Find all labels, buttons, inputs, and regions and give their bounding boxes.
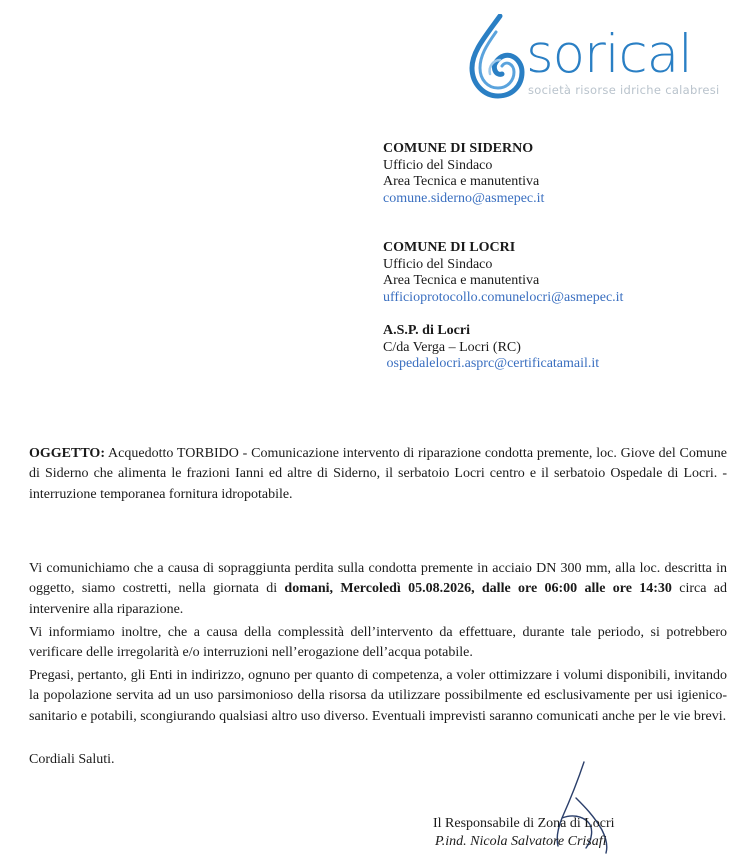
body-text: Vi comunichiamo che a causa di sopraggiunta perdita sulla condotta premente in acciaio DN 300 mm, alla loc. descritta in oggetto, siamo costretti, nella giornata di bbox=[29, 561, 727, 597]
body-text: Vi informiamo inoltre, che a causa della complessità dell’intervento da effettuare, durante tale periodo, si potrebbero verificare delle irregolarità e/o interruzioni nell’erogazione dell’acqua potabile. bbox=[29, 625, 727, 661]
recipient-name: COMUNE DI LOCRI bbox=[383, 240, 516, 255]
recipient-block-asp bbox=[383, 323, 599, 373]
signatory-role: Il Responsabile di Zona di Locri bbox=[433, 816, 615, 831]
recipient-line: Area Tecnica e manutentiva bbox=[383, 174, 540, 190]
sorical-logo bbox=[466, 14, 736, 100]
recipient-name: COMUNE DI SIDERNO bbox=[383, 141, 534, 156]
body-paragraph-1 bbox=[29, 559, 727, 620]
recipient-block-locri bbox=[383, 240, 623, 306]
recipient-line: C/da Verga – Locri (RC) bbox=[383, 339, 521, 355]
recipient-email[interactable]: comune.siderno@asmepec.it bbox=[383, 190, 545, 206]
recipient-email[interactable]: ospedalelocri.asprc@certificatamail.it bbox=[383, 356, 600, 372]
recipient-email[interactable]: ufficioprotocollo.comunelocri@asmepec.it bbox=[383, 289, 624, 305]
body-text: circa ad intervenire alla riparazione. bbox=[29, 581, 727, 617]
recipient-line: Ufficio del Sindaco bbox=[383, 157, 493, 173]
subject-text: Acquedotto TORBIDO - Comunicazione intervento di riparazione condotta premente, loc. Giove del Comune di Siderno che alimenta le frazioni Ianni ed altre di Siderno, il serbatoio Locri centro e il serbatoio Ospedale di Locri. - interruzione temporanea fornitura idropotabile. bbox=[29, 446, 727, 502]
recipient-block-siderno bbox=[383, 141, 544, 207]
body-paragraph-2 bbox=[29, 623, 727, 664]
recipient-line: Area Tecnica e manutentiva bbox=[383, 273, 540, 289]
brand-name: sorical bbox=[526, 24, 692, 85]
closing-greeting: Cordiali Saluti. bbox=[29, 752, 115, 767]
recipient-line: Ufficio del Sindaco bbox=[383, 256, 493, 272]
signatory-name: P.ind. Nicola Salvatore Crisafi bbox=[435, 834, 607, 849]
subject-label: OGGETTO: bbox=[29, 446, 105, 461]
intervention-date: domani, Mercoledì 05.08.2026, dalle ore 06:00 alle ore 14:30 bbox=[284, 581, 672, 597]
recipient-name: A.S.P. di Locri bbox=[383, 323, 470, 338]
water-drop-logo-icon bbox=[466, 14, 526, 100]
signature-block bbox=[433, 815, 615, 851]
subject-paragraph bbox=[29, 444, 727, 505]
body-paragraph-3 bbox=[29, 666, 727, 727]
brand-tagline: società risorse idriche calabresi bbox=[528, 83, 720, 97]
body-text: Pregasi, pertanto, gli Enti in indirizzo, ognuno per quanto di competenza, a voler ottimizzare i volumi disponibili, invitando la popolazione servita ad un uso parsimonioso della risorsa da utilizzare possibilmente ed esclusivamente per usi igienico-sanitario e potabili, scongiurando qualsiasi altro uso diverso. Eventuali imprevisti saranno comunicati anche per le vie brevi. bbox=[29, 668, 727, 724]
